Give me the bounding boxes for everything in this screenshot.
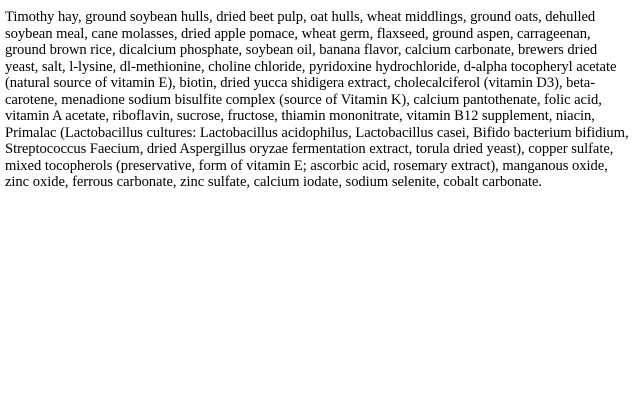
ingredients-paragraph: Timothy hay, ground soybean hulls, dried beet pulp, oat hulls, wheat middlings, ground oats, dehulled soybean meal, cane molasses, dried apple pomace, wheat germ, flaxseed, ground aspen, carrageenan, ground brown rice, dicalcium phosphate, soybean oil, banana flavor, calcium carbonate, brewers dried yeast, salt, l-lysine, dl-methionine, choline chloride, pyridoxine hydrochloride, d-alpha tocopheryl acetate (natural source of vitamin E), biotin, dried yucca shidigera extract, cholecalciferol (vitamin D3), beta-carotene, menadione sodium bisulfite complex (source of Vitamin K), calcium pantothenate, folic acid, vitamin A acetate, riboflavin, sucrose, fructose, thiamin mononitrate, vitamin B12 supplement, niacin, Primalac (Lactobacillus cultures: Lactobacillus acidophilus, Lactobacillus casei, Bifido bacterium bifidium, Streptococcus Faecium, dried Aspergillus oryzae fermentation extract, torula dried yeast), copper sulfate, mixed tocopherols (preservative, form of vitamin E; ascorbic acid, rosemary extract), manganous oxide, zinc oxide, ferrous carbonate, zinc sulfate, calcium iodate, sodium selenite, cobalt carbonate. bbox=[5, 9, 629, 190]
document-page bbox=[5, 9, 633, 191]
